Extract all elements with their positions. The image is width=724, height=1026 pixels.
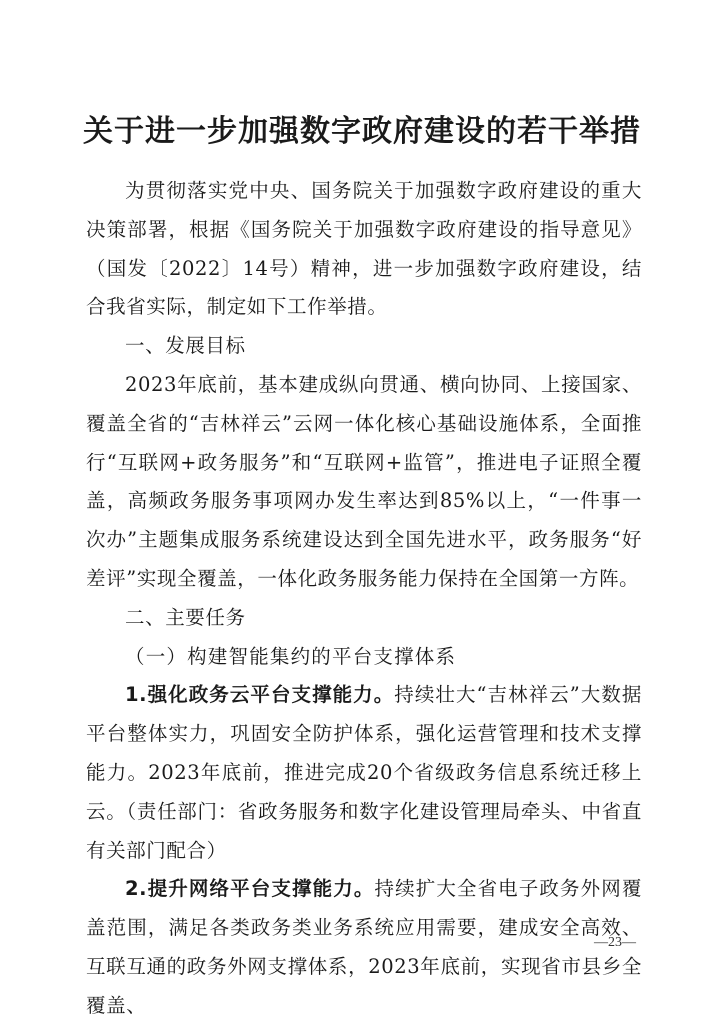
item-1-lead: 1.强化政务云平台支撑能力。 [125,683,395,707]
subsection-heading-platform: （一）构建智能集约的平台支撑体系 [125,644,457,668]
item-1-text: 持续壮大“吉林祥云”大数据平台整体实力，巩固安全防护体系，强化运营管理和技术支撑能力。2023年底前，推进完成20个省级政务信息系统迁移上云。（责任部门：省政务服务和数字化建设管理局牵头、中省直有关部门配合） [86,683,642,862]
document-title: 关于进一步加强数字政府建设的若干举措 [83,114,641,149]
document-body [86,172,642,1026]
item-2-text: 持续扩大全省电子政务外网覆盖范围，满足各类政务类业务系统应用需要，建成安全高效、互联互通的政务外网支撑体系，2023年底前，实现省市县乡全覆盖、 [86,877,642,1017]
item-2-lead: 2.提升网络平台支撑能力。 [125,877,375,901]
goals-paragraph: 2023年底前，基本建成纵向贯通、横向协同、上接国家、覆盖全省的“吉林祥云”云网一体化核心基础设施体系，全面推行“互联网+政务服务”和“互联网+监管”，推进电子证照全覆盖，高频政务服务事项网办发生率达到85%以上，“一件事一次办”主题集成服务系统建设达到全国先进水平，政务服务“好差评”实现全覆盖，一体化政务服务能力保持在全国第一方阵。 [86,372,642,590]
section-heading-tasks: 二、主要任务 [125,605,246,629]
item-2-paragraph [86,870,642,1025]
item-1-paragraph [86,676,642,870]
section-heading-goals: 一、发展目标 [125,334,246,358]
page-number: —23— [594,935,636,950]
intro-paragraph: 为贯彻落实党中央、国务院关于加强数字政府建设的重大决策部署，根据《国务院关于加强数字政府建设的指导意见》（国发〔2022〕14号）精神，进一步加强数字政府建设，结合我省实际，制定如下工作举措。 [86,179,642,319]
